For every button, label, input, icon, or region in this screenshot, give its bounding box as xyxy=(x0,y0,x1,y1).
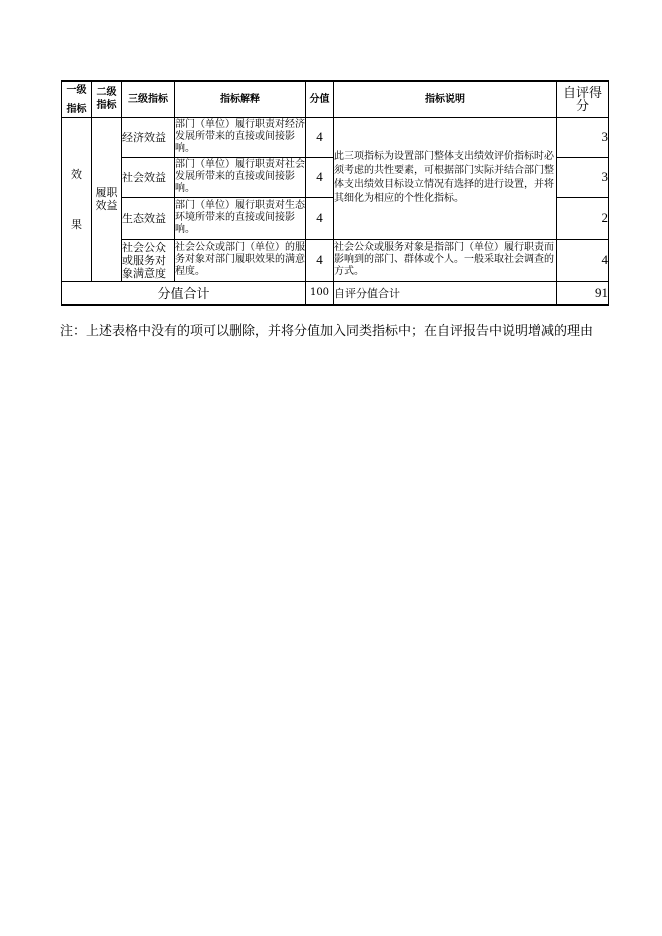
level3-cell: 社会公众或服务对象满意度 xyxy=(122,239,175,281)
satisfaction-note-cell: 社会公众或服务对象是指部门（单位）履行职责而影响到的部门、群体或个人。一般采取社会调查的方式。 xyxy=(334,239,557,281)
explanation-cell: 部门（单位）履行职责对社会发展所带来的直接或间接影响。 xyxy=(175,157,306,197)
header-note: 指标说明 xyxy=(334,81,557,117)
table-row xyxy=(62,117,609,157)
header-level2-line2: 指标 xyxy=(96,100,117,112)
explanation-cell: 部门（单位）履行职责对经济发展所带来的直接或间接影响。 xyxy=(175,117,306,157)
header-explanation: 指标解释 xyxy=(175,81,306,117)
score-cell: 4 xyxy=(306,239,334,281)
self-score-cell: 2 xyxy=(557,197,609,239)
level3-cell: 经济效益 xyxy=(122,117,175,157)
self-score-cell: 4 xyxy=(557,239,609,281)
merged-note-cell: 此三项指标为设置部门整体支出绩效评价指标时必须考虑的共性要素，可根据部门实际并结合部门整体支出绩效目标设立情况有选择的进行设置，并将其细化为相应的个性化指标。 xyxy=(334,117,557,239)
score-cell: 4 xyxy=(306,117,334,157)
level2-line2: 效益 xyxy=(95,199,118,212)
header-level1 xyxy=(62,81,92,117)
level2-line1: 履职 xyxy=(95,186,118,199)
score-cell: 4 xyxy=(306,197,334,239)
explanation-cell: 社会公众或部门（单位）的服务对象对部门履职效果的满意程度。 xyxy=(175,239,306,281)
header-score: 分值 xyxy=(306,81,334,117)
table-row xyxy=(62,239,609,281)
total-self-label: 自评分值合计 xyxy=(334,281,557,305)
footnote: 注：上述表格中没有的项可以删除，并将分值加入同类指标中；在自评报告中说明增减的理由 xyxy=(60,324,594,339)
total-row xyxy=(62,281,609,305)
self-score-cell: 3 xyxy=(557,117,609,157)
total-score: 100 xyxy=(306,281,334,305)
level3-cell: 生态效益 xyxy=(122,197,175,239)
level1-char1: 效 xyxy=(71,167,82,181)
header-self-score: 自评得分 xyxy=(557,81,609,117)
total-self-score: 91 xyxy=(557,281,609,305)
header-level2-line1: 二级 xyxy=(96,87,117,99)
header-level1-line2: 指标 xyxy=(66,103,87,115)
level1-cell xyxy=(62,117,92,281)
total-label: 分值合计 xyxy=(62,281,306,305)
level3-cell: 社会效益 xyxy=(122,157,175,197)
header-level2 xyxy=(92,81,122,117)
evaluation-table xyxy=(61,80,609,306)
level1-char2: 果 xyxy=(71,217,82,231)
explanation-cell: 部门（单位）履行职责对生态环境所带来的直接或间接影响。 xyxy=(175,197,306,239)
self-score-cell: 3 xyxy=(557,157,609,197)
header-level3: 三级指标 xyxy=(122,81,175,117)
level2-cell xyxy=(92,117,122,281)
score-cell: 4 xyxy=(306,157,334,197)
header-level1-line1: 一级 xyxy=(66,85,87,96)
